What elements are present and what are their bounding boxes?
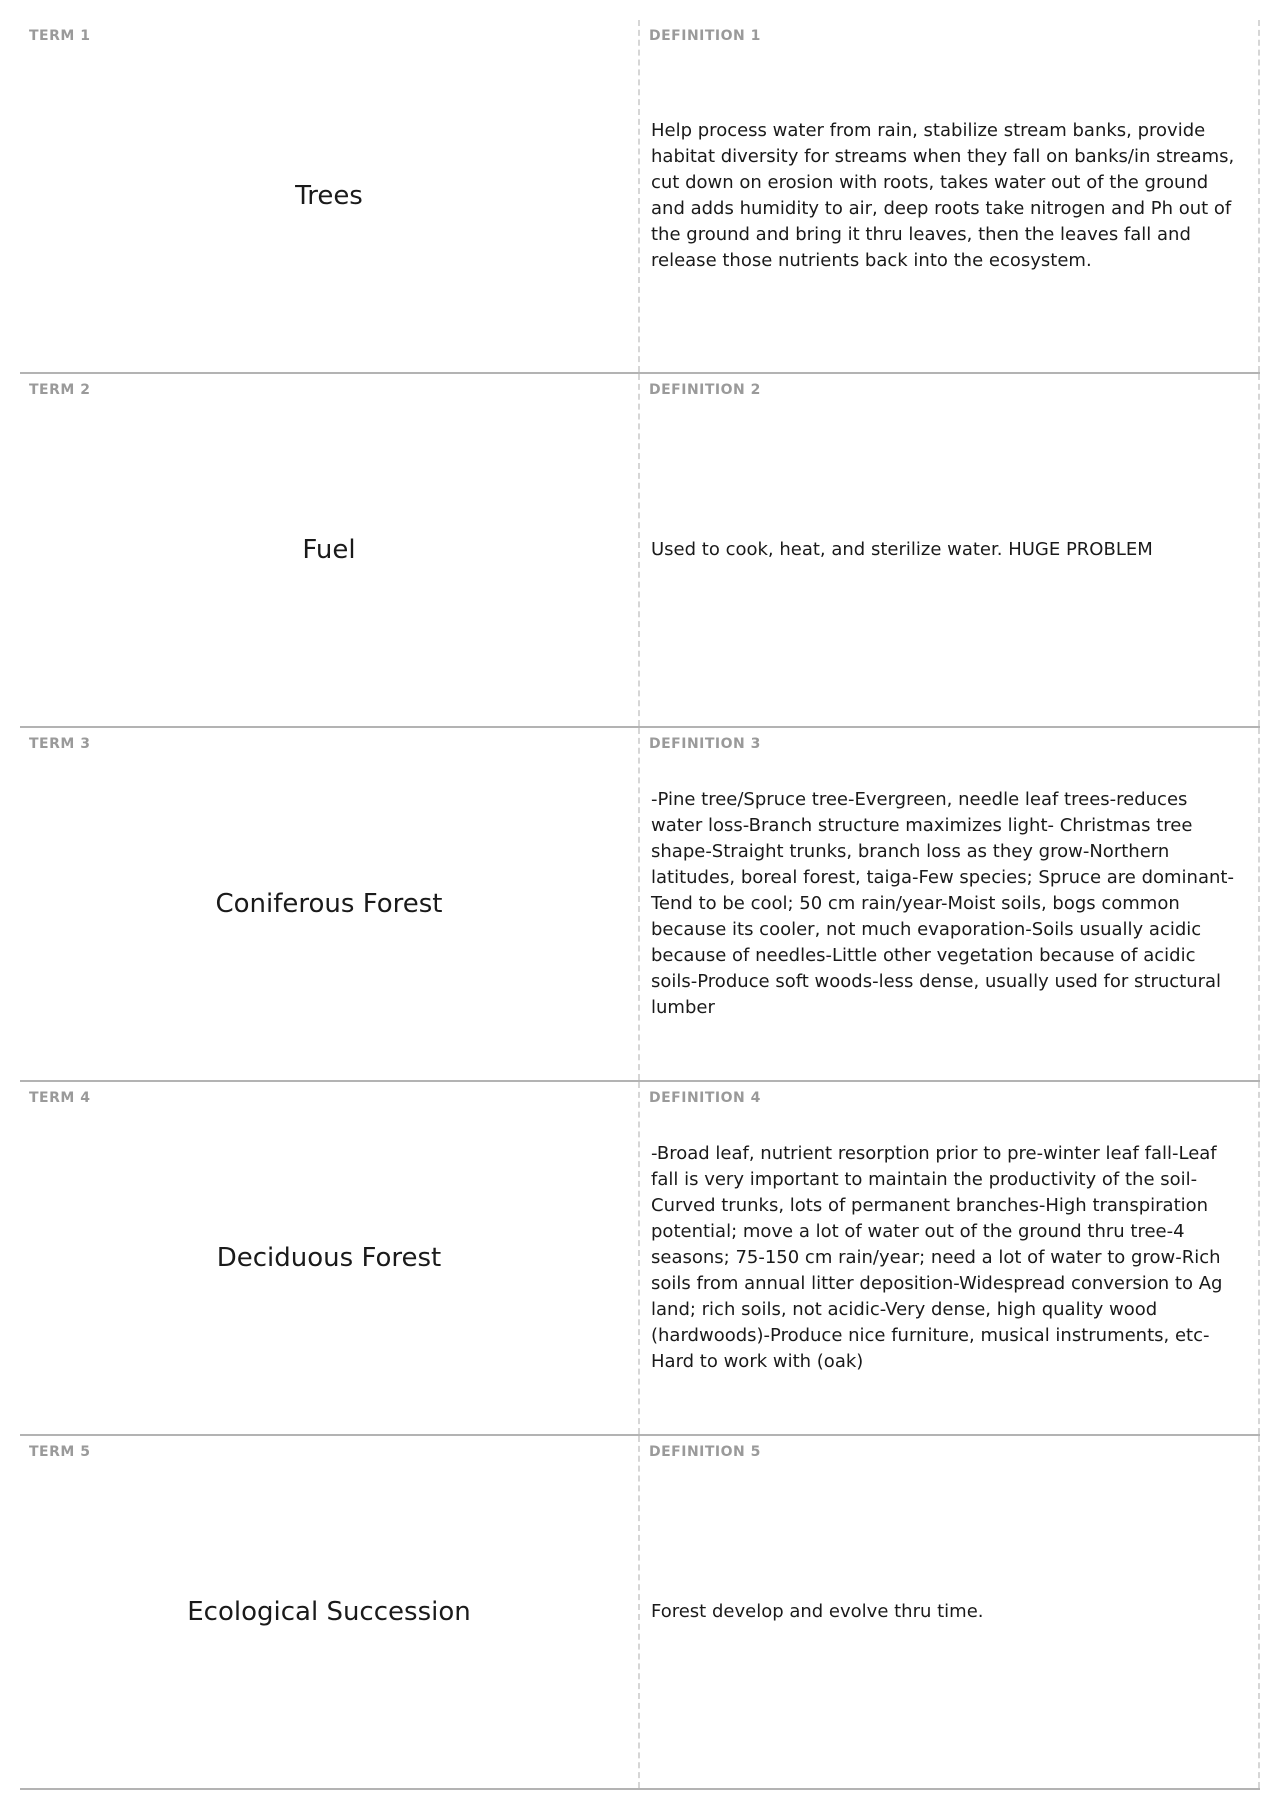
definition-label: DEFINITION 2 xyxy=(649,382,761,398)
term-text: Fuel xyxy=(302,535,356,565)
definition-cell[interactable] xyxy=(640,20,1260,372)
definition-text: Forest develop and evolve thru time. xyxy=(651,1601,984,1622)
definition-cell[interactable] xyxy=(640,374,1260,726)
term-cell[interactable] xyxy=(20,20,640,372)
flashcard-row-5 xyxy=(20,1436,1260,1790)
term-cell[interactable] xyxy=(20,1436,640,1788)
term-text: Coniferous Forest xyxy=(215,889,443,919)
term-label: TERM 2 xyxy=(29,382,91,398)
definition-cell[interactable] xyxy=(640,1436,1260,1788)
definition-label: DEFINITION 5 xyxy=(649,1444,761,1460)
term-cell[interactable] xyxy=(20,374,640,726)
term-label: TERM 5 xyxy=(29,1444,91,1460)
flashcard-row-4 xyxy=(20,1082,1260,1436)
definition-label: DEFINITION 3 xyxy=(649,736,761,752)
term-cell[interactable] xyxy=(20,728,640,1080)
definition-label: DEFINITION 1 xyxy=(649,28,761,44)
definition-text: -Broad leaf, nutrient resorption prior to pre-winter leaf fall-Leaf fall is very important to maintain the productivity of the soil-Curved trunks, lots of permanent branches-High transpiration potential; move a lot of water out of the ground thru tree-4 seasons; 75-150 cm rain/year; need a lot of water to grow-Rich soils from annual litter deposition-Widespread conversion to Ag land; rich soils, not acidic-Very dense, high quality wood (hardwoods)-Produce nice furniture, musical instruments, etc-Hard to work with (oak) xyxy=(651,1143,1223,1372)
definition-cell[interactable] xyxy=(640,728,1260,1080)
flashcard-row-2 xyxy=(20,374,1260,728)
term-text: Trees xyxy=(295,181,363,211)
flashcard-row-1 xyxy=(20,20,1260,374)
flashcard-sheet xyxy=(20,20,1260,1790)
term-label: TERM 3 xyxy=(29,736,91,752)
definition-label: DEFINITION 4 xyxy=(649,1090,761,1106)
term-text: Ecological Succession xyxy=(187,1597,471,1627)
definition-cell[interactable] xyxy=(640,1082,1260,1434)
term-label: TERM 4 xyxy=(29,1090,91,1106)
term-text: Deciduous Forest xyxy=(216,1243,442,1273)
definition-text: -Pine tree/Spruce tree-Evergreen, needle leaf trees-reduces water loss-Branch structure maximizes light- Christmas tree shape-Straight trunks, branch loss as they grow-Northern latitudes, boreal forest, taiga-Few species; Spruce are dominant-Tend to be cool; 50 cm rain/year-Moist soils, bogs common because its cooler, not much evaporation-Soils usually acidic because of needles-Little other vegetation because of acidic soils-Produce soft woods-less dense, usually used for structural lumber xyxy=(651,789,1234,1018)
definition-text: Used to cook, heat, and sterilize water. HUGE PROBLEM xyxy=(651,539,1153,560)
term-label: TERM 1 xyxy=(29,28,91,44)
flashcard-row-3 xyxy=(20,728,1260,1082)
term-cell[interactable] xyxy=(20,1082,640,1434)
definition-text: Help process water from rain, stabilize stream banks, provide habitat diversity for streams when they fall on banks/in streams, cut down on erosion with roots, takes water out of the ground and adds humidity to air, deep roots take nitrogen and Ph out of the ground and bring it thru leaves, then the leaves fall and release those nutrients back into the ecosystem. xyxy=(651,120,1235,271)
